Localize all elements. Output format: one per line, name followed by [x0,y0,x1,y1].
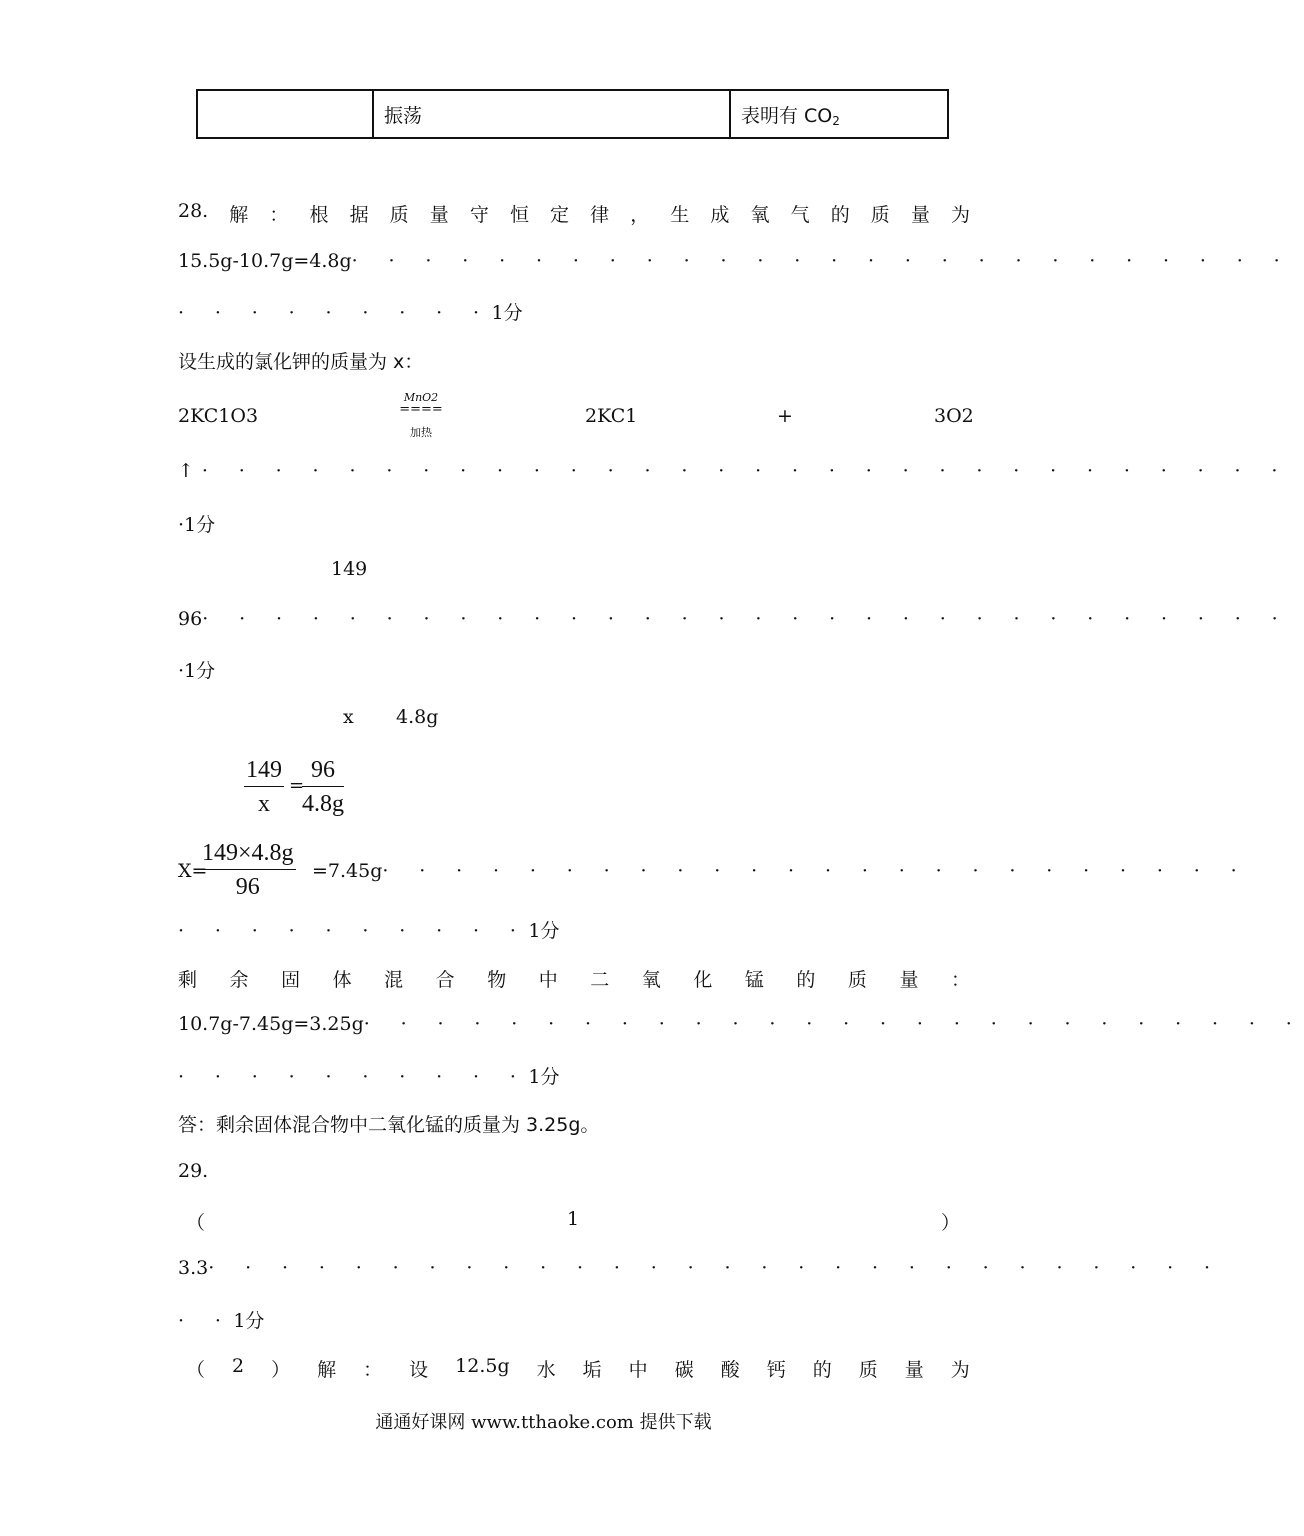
solve-fraction [200,840,296,901]
dot-leader: · [178,660,185,682]
dot-leader: · [178,514,185,536]
justified-char: 锰 [744,969,764,991]
q29-value: 3.3 [178,1257,209,1279]
table-row [197,90,948,138]
justified-char: ： [269,204,289,226]
justified-char: 氧 [750,204,770,226]
page-footer: 通通好课网 www.tthaoke.com 提供下载 [375,1412,712,1433]
justified-char: 律 [590,204,610,226]
q28-score-line [178,656,970,683]
justified-char: 碳 [674,1359,694,1381]
justified-char: 守 [469,204,489,226]
justified-char: 剩 [178,969,198,991]
eq-product2: 3O2 [934,405,974,427]
table-cell: 振荡 [373,90,730,138]
up-arrow-icon: ↑ [178,460,194,482]
justified-char: 物 [487,969,507,991]
justified-char: 2 [232,1355,245,1377]
score: 1分 [233,1310,265,1332]
ratio-equals: = [289,775,305,796]
q28-score-line [178,510,970,537]
q28-oxygen-line [178,250,1293,272]
justified-char: 28. [178,200,209,222]
q29-score-line [178,1306,970,1333]
justified-char: ： [363,1359,383,1381]
justified-char: ， [630,204,650,226]
fraction-numerator: 149×4.8g [200,840,296,870]
justified-char: 量 [899,969,919,991]
justified-char: 根 [309,204,329,226]
justified-char: 解 [229,204,249,226]
justified-char: ） [271,1359,291,1381]
justified-char: 钙 [766,1359,786,1381]
justified-char: 成 [710,204,730,226]
eq-equals: ==== [399,402,443,417]
justified-char: 量 [910,204,930,226]
q29-part1 [186,1208,960,1235]
q28-score-line [178,298,970,325]
justified-char: 为 [950,204,970,226]
table-cell [730,90,948,138]
subscript: 2 [832,113,840,128]
justified-char: 体 [332,969,352,991]
dot-leader: · · · · · · · · · [178,302,492,324]
justified-char: 酸 [720,1359,740,1381]
justified-char: ： [950,969,970,991]
justified-char: 的 [830,204,850,226]
justified-char: （ [186,1212,206,1234]
q28-score-line [178,916,970,943]
justified-char: 中 [628,1359,648,1381]
eq-reactant: 2KC1O3 [178,405,259,427]
eq-catalyst: MnO2 [403,391,439,404]
justified-char: 余 [229,969,249,991]
dot-leader: · · · · · · · · · · · · · · · · · · · · · · · · · · [351,250,1293,272]
justified-char: 固 [281,969,301,991]
justified-char: 化 [693,969,713,991]
unknown-o2: 4.8g [396,706,439,728]
dot-leader: · · · · · · · · · · [178,1066,529,1088]
score: 1分 [184,514,216,536]
justified-char: 混 [384,969,404,991]
justified-char: 垢 [582,1359,602,1381]
q28-score-line [178,1062,970,1089]
justified-char: 合 [435,969,455,991]
justified-char: 质 [389,204,409,226]
mno2-calc: 10.7g-7.45g=3.25g [178,1013,364,1035]
justified-char: （ [186,1359,206,1381]
justified-char: ） [940,1212,960,1234]
justified-char: 中 [538,969,558,991]
justified-char: 氧 [641,969,661,991]
q29-number: 29. [178,1160,209,1182]
mno2-intro [178,965,970,992]
dot-leader: · · · · · · · · · · · · · · · · · · · · · · · · [382,860,1250,882]
dot-leader: · · · · · · · · · · · · · · · · · · · · · · · · · · · · [208,1257,1223,1279]
justified-char: 气 [790,204,810,226]
justified-char: 1 [566,1208,580,1230]
mno2-calc-line [178,1013,1304,1035]
fraction-denominator: 96 [235,874,260,900]
dot-leader: · · · · · · · · · · [178,920,529,942]
justified-char: 水 [536,1359,556,1381]
justified-char: 定 [550,204,570,226]
dot-leader: · · · · · · · · · · · · · · · · · · · · · · · · · · [363,1013,1304,1035]
justified-char: 为 [950,1359,970,1381]
score: 1分 [491,302,523,324]
justified-char: 二 [590,969,610,991]
eq-plus: + [777,405,793,427]
score: 1分 [528,920,560,942]
justified-char: 质 [870,204,890,226]
fraction-numerator: 96 [302,757,344,787]
q29-part2 [186,1355,970,1382]
justified-char: 据 [349,204,369,226]
score: 1分 [528,1066,560,1088]
fraction-denominator: x [258,791,270,817]
justified-char: 12.5g [455,1355,510,1377]
solve-prefix: X= [178,860,208,882]
molar-mass-o2: 96 [178,608,203,630]
score: 1分 [184,660,216,682]
dot-leader: · · · · · · · · · · · · · · · · · · · · · · · · · · · · · · [202,608,1291,630]
q28-answer: 答：剩余固体混合物中二氧化锰的质量为 3.25g。 [178,1114,600,1136]
solve-result-line [312,860,1249,882]
justified-char: 质 [858,1359,878,1381]
eq-condition: 加热 [410,426,432,439]
oxygen-calc: 15.5g-10.7g=4.8g [178,250,352,272]
justified-char: 质 [847,969,867,991]
fraction-numerator: 149 [244,757,284,787]
q29-value-line [178,1257,1223,1279]
justified-char: 生 [670,204,690,226]
solve-result: =7.45g [312,860,383,882]
set-x-line: 设生成的氯化钾的质量为 x： [178,351,424,373]
justified-char: 设 [409,1359,429,1381]
justified-char: 量 [904,1359,924,1381]
table-cell-text: 表明有 CO [741,104,833,127]
justified-char: 的 [796,969,816,991]
molar-mass-kcl: 149 [331,558,368,580]
justified-char: 量 [429,204,449,226]
ratio-fraction-left [244,757,284,818]
eq-product: 2KC1 [585,405,638,427]
dot-leader: · · · · · · · · · · · · · · · · · · · · · · · · · · · · · · [201,460,1290,482]
fraction-denominator: 4.8g [302,791,344,817]
experiment-table [196,89,949,139]
ratio-fraction-right [302,757,344,818]
q28-intro [178,200,970,227]
arrow-line [178,460,1290,482]
justified-char: 的 [812,1359,832,1381]
molar-mass-o2-line [178,608,1291,630]
table-cell [197,90,373,138]
justified-char: 解 [317,1359,337,1381]
justified-char: 恒 [509,204,529,226]
unknown-x: x [343,706,354,728]
dot-leader: · · [178,1310,234,1332]
